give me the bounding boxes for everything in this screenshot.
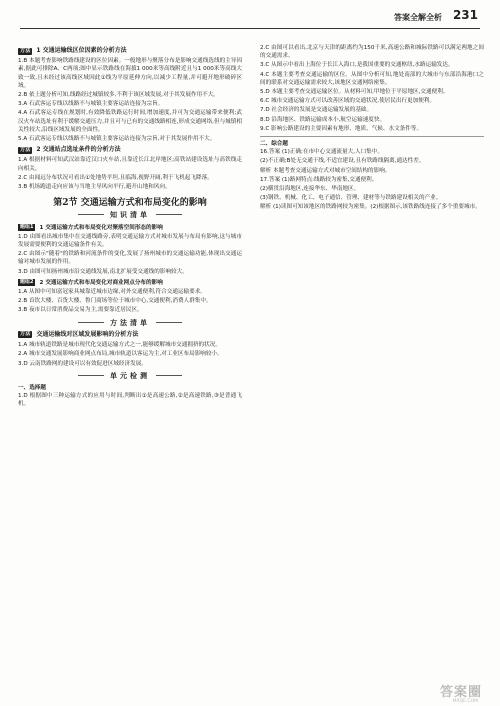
answer-line: 16.答案 (1)正确;在市中心交通流量大,人口集中。 — [260, 149, 383, 156]
right-column — [260, 44, 484, 213]
watermark-url: MXQE.COM — [452, 699, 478, 704]
answer-line: (3)钢铁、机械、化工、电子通信、管理、建材等与铁路建设相关的产业。 — [260, 195, 442, 202]
method-2-heading — [18, 146, 242, 154]
exam-section-title: 一、选择题 — [18, 384, 46, 391]
answer-line: 1.D 根据图中三种运输方式的应用与时间,判断出①是高速公路,②是高速铁路,③是普通飞机。 — [18, 393, 242, 408]
question-group-title: 1 交通运输方式和布局变化对聚落空间形态的影响 — [39, 224, 163, 231]
subsection-label: 方法清单 — [104, 318, 156, 327]
comprehensive-section-title: 二、综合题 — [260, 141, 288, 148]
answer-line: 2.B 首饮大楼、百货大楼、鲁门商场等位于城市中心,交通便利,消费人群集中。 — [18, 298, 212, 305]
subsection-label: 单元检测 — [104, 371, 156, 380]
answer-line: 2.C 由图可以看出,北京与天津的距离约为150千米,高速公路和城际铁路可以满足两地之间的交通需求。 — [260, 45, 484, 60]
answer-line: 1.B 本题考查影响铁路线建设的区位因素。一般地形与聚落分布是影响交通线选线的主导因素,据此可排除A、C两项;图中显示铁路线在海拔1 000米等高线附近且与1 000米等高线大致一致,且未经过该高线区域因此①线为平原延伸方向,以减少工程量,并可避开地形破碎区域。 — [18, 58, 242, 89]
question-group-2-heading — [18, 279, 242, 287]
answer-line: 3.B 机场跑道走向应该与当地主导风向平行,避开山地和风向。 — [18, 184, 171, 191]
answer-line: 6.C 城市交通运输方式可以改善区域的交通状况,使居民出行更加便利。 — [260, 98, 436, 105]
question-group-tag: 题组2 — [20, 279, 34, 286]
subsection-title — [18, 211, 242, 219]
answer-line: 3.D 云南铁路网的建设可以有效促进区域经济发展。 — [18, 360, 147, 367]
left-column — [18, 44, 242, 410]
answer-line: 1.A 从图中可知富冠家具城靠近城市边缘,对外交通便利,符合交通运输要求。 — [18, 289, 206, 296]
header-rule — [20, 28, 480, 29]
answer-line: 7.D 社会经济的发展是交通运输发展的基础。 — [260, 107, 373, 114]
answer-line: 5.D 本题主要考查交通运输区位。从材料可知,甲地位于平原地区,交通便利。 — [260, 89, 449, 96]
answer-line: 8.D 沿海地区、铁路运输成本小,航空运输速度快。 — [260, 116, 386, 123]
subsection-title — [18, 372, 242, 380]
answer-line: 5.A 石武客运专线以线路不与城镇主要客运站连接为宗旨,对于其发展作用不大。 — [18, 136, 216, 143]
answer-line: 4.A 石武客运专线在规划时,有效降低铁路运行时间,增加速度,并可为交通运输带来便利;武汉火车站选址有利于缓解交通压力,并且可与已有的交通线路相连,形成交通网络,但与城镇相关性较大,沿线区域发展的全面性。 — [18, 110, 242, 133]
method-tag: 方法 — [20, 331, 31, 338]
method-title: 交通运输线对区域发展影响的分析方法 — [36, 330, 139, 338]
section-title: 第2节 交通运输方式和布局变化的影响 — [53, 198, 207, 209]
method-title: 1 交通运输线区位因素的分析方法 — [36, 47, 127, 54]
answer-line: 2.C 由闻远分布状况可看出①处地势平坦,且临海,视野开阔,利于飞机起飞降落。 — [18, 174, 213, 181]
answer-line: 2.C 由图示"随着"的铁路和河流条件的变化,发展了扬州城市的交通运输功能,体现出交通运输对城市发展的作用。 — [18, 251, 242, 266]
answer-line: 3.A 石武客运专线以线路不与城镇主要客运站连接为宗旨。 — [18, 101, 164, 108]
answer-line: 17.答案 (1)路网特点:线路较为密集,交通便利。 — [260, 176, 378, 183]
question-group-1-heading — [18, 224, 242, 232]
answer-line: 3.C 从图示中看出上海位于长江入海口,是我国重要的交通枢纽,水路运输发达。 — [260, 62, 454, 69]
divider — [260, 136, 484, 137]
page-header — [0, 0, 500, 40]
question-group-tag: 题组1 — [20, 224, 34, 231]
answer-line: 解析 本题考查交通运输方式对城市空间结构的影响。 — [260, 167, 391, 174]
answer-line: 2.A 城市交通发展影响商业网点布局,城市轨道以客运为主,对工业区布局影响较小。 — [18, 351, 223, 358]
answer-line: 解析 (1)读图可知该地区的铁路网较为密集。(2)根据图示,该铁路线连接了多个重要城市。 — [260, 204, 481, 211]
answer-line: 9.C 影响公路建设的主要因素有地形、地质、气候、水文条件等。 — [260, 125, 423, 132]
method-3-heading — [18, 331, 242, 339]
answer-line: 2.B 依上题分析可知,线路经过城镇较多,不利于该区域发展,对于其发展作用不大。 — [18, 92, 219, 99]
method-1-heading — [18, 47, 242, 55]
answer-line: 4.C 本题主要考查交通运输的区位。从图中分析可知,地处南部的大城市与东部沿海港口之间的联系对交通运输需求较大,该地区交通网络密集。 — [260, 71, 484, 86]
answer-line: (2)不正确;B处无交通干线,不适宜建设,且有铁路线隔离,通达性差。 — [260, 158, 425, 165]
header-title: 答案全解全析 — [394, 13, 442, 22]
answer-line: 1.D 由图看出城市集中在交通线路旁,表明交通运输方式对城市发展与布局有影响,这与城市发展需要便利的交通运输条件有关。 — [18, 233, 242, 249]
method-title: 2 交通站点选址条件的分析方法 — [36, 146, 121, 154]
subsection-label: 知识清单 — [104, 210, 156, 219]
answer-line: 3.D 由图可知扬州城市沿交通线发展,南北扩展受交通线的影响较大。 — [18, 268, 188, 275]
page-number: 231 — [452, 8, 478, 22]
method-tag: 方法 — [20, 146, 31, 153]
answer-line: 3.B 夜市以日常消费品交易为主,需要靠近居民区。 — [18, 307, 143, 314]
answer-line: (2)横贯沿海地区,连接华东、华南地区。 — [260, 186, 360, 193]
method-tag: 方法 — [20, 47, 31, 54]
question-group-title: 2 交通运输方式和布局变化对商业网点分布的影响 — [39, 279, 163, 286]
subsection-title — [18, 319, 242, 327]
answer-line: 1.A 根据材料可知武汉站靠近汉口火车站,且靠近长江北岸地区;高铁站建设选址与高铁线走向相关。 — [18, 157, 242, 172]
answer-line: 1.A 城市轨道铁路是城市现代化交通运输方式之一,能够缓解城市交通拥挤的状况。 — [18, 342, 221, 349]
watermark-logo: 答案圈 — [439, 685, 482, 700]
